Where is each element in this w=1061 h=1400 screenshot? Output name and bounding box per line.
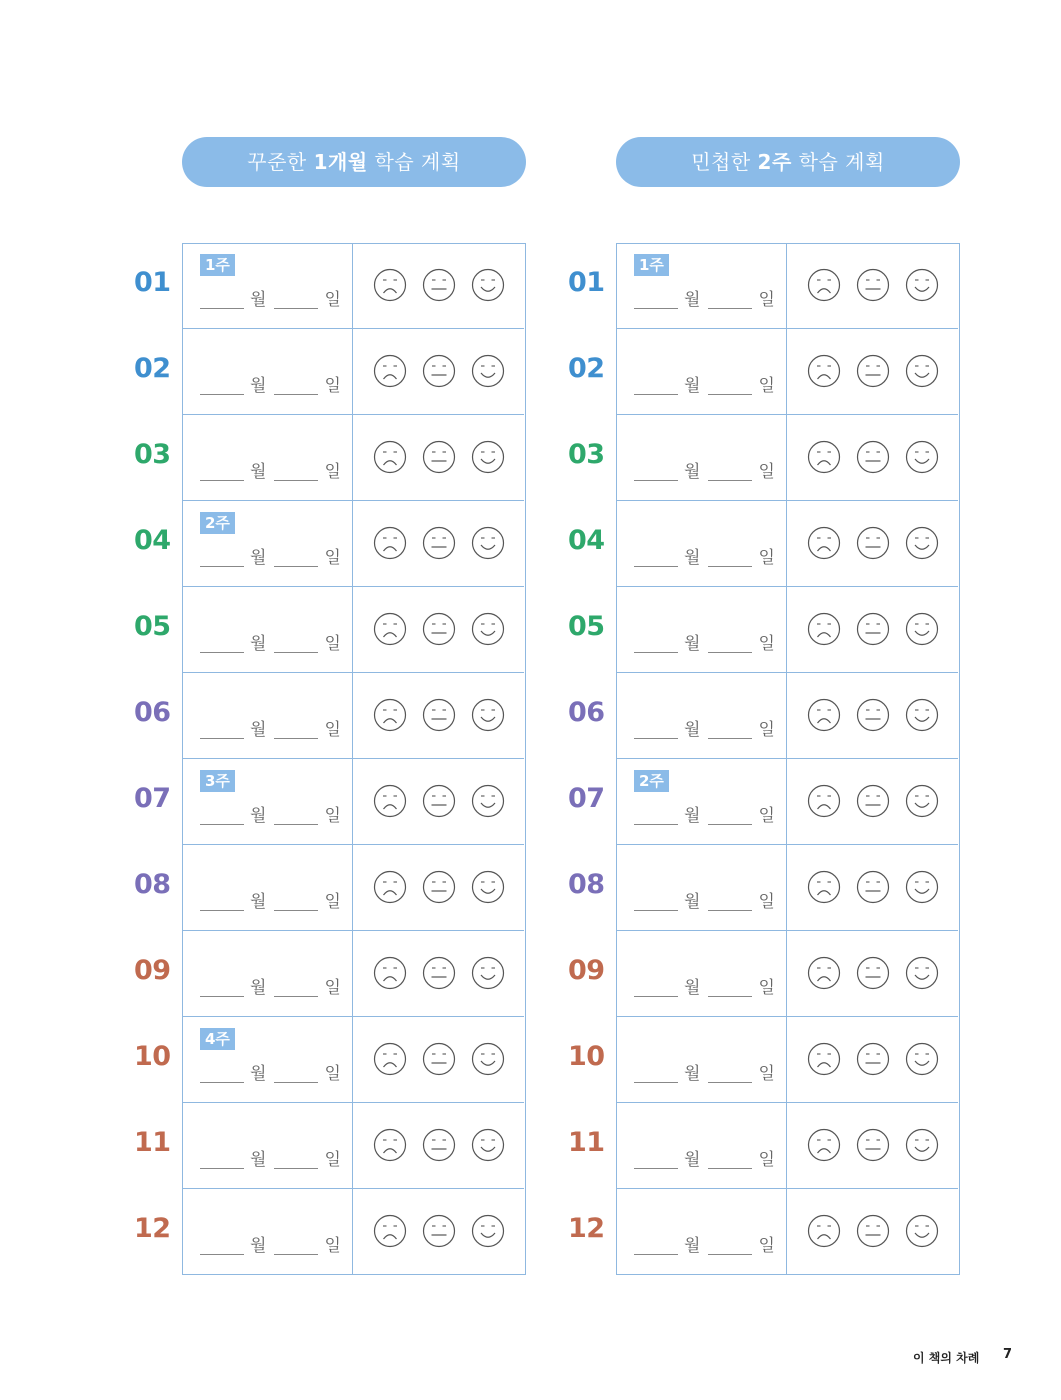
- self-check-cell: [787, 243, 958, 329]
- sad-face-icon[interactable]: [373, 956, 407, 990]
- day-blank[interactable]: [274, 1150, 318, 1169]
- month-blank[interactable]: [200, 1064, 244, 1083]
- self-check-cell: [787, 845, 958, 931]
- neutral-face-icon[interactable]: [856, 354, 890, 388]
- plan-row: [134, 243, 526, 329]
- smile-face-icon[interactable]: [471, 268, 505, 302]
- self-check-cell: [353, 329, 524, 415]
- plan-row: [568, 329, 960, 415]
- month-blank[interactable]: [200, 634, 244, 653]
- plan-row: [134, 1017, 526, 1103]
- day-number: 04: [134, 525, 171, 556]
- day-unit: 일: [324, 720, 341, 740]
- page-number: 7: [1003, 1347, 1013, 1362]
- neutral-face-icon[interactable]: [856, 526, 890, 560]
- date-cell[interactable]: [616, 415, 787, 501]
- self-check-cell: [787, 1189, 958, 1275]
- day-unit: 일: [324, 978, 341, 998]
- day-unit: 일: [324, 376, 341, 396]
- plan-row: [568, 587, 960, 673]
- date-cell[interactable]: [616, 587, 787, 673]
- date-fill-line: [634, 285, 783, 310]
- month-blank[interactable]: [634, 290, 678, 309]
- sad-face-icon[interactable]: [373, 870, 407, 904]
- month-blank[interactable]: [634, 1236, 678, 1255]
- date-cell[interactable]: [182, 845, 353, 931]
- sad-face-icon[interactable]: [373, 698, 407, 732]
- date-cell[interactable]: [616, 759, 787, 845]
- date-cell[interactable]: [616, 1103, 787, 1189]
- self-check-cell: [787, 329, 958, 415]
- date-fill-line: [634, 1059, 783, 1084]
- week-badge: 4주: [200, 1028, 235, 1050]
- month-unit: 월: [250, 462, 267, 482]
- neutral-face-icon[interactable]: [422, 612, 456, 646]
- day-unit: 일: [758, 720, 775, 740]
- date-fill-line: [200, 1059, 349, 1084]
- date-fill-line: [634, 1145, 783, 1170]
- day-number: 06: [134, 697, 171, 728]
- sad-face-icon[interactable]: [807, 1128, 841, 1162]
- month-unit: 월: [684, 806, 701, 826]
- sad-face-icon[interactable]: [373, 354, 407, 388]
- date-cell[interactable]: [182, 673, 353, 759]
- self-check-cell: [787, 587, 958, 673]
- date-fill-line: [634, 457, 783, 482]
- week-badge: 1주: [634, 254, 669, 276]
- self-check-cell: [787, 673, 958, 759]
- plan-row: [134, 673, 526, 759]
- day-blank[interactable]: [708, 1064, 752, 1083]
- day-number: 05: [568, 611, 605, 642]
- month-unit: 월: [250, 1064, 267, 1084]
- month-blank[interactable]: [200, 1150, 244, 1169]
- date-cell[interactable]: [182, 415, 353, 501]
- smile-face-icon[interactable]: [905, 956, 939, 990]
- plan-row: [134, 415, 526, 501]
- day-blank[interactable]: [708, 1236, 752, 1255]
- neutral-face-icon[interactable]: [422, 1214, 456, 1248]
- month-blank[interactable]: [200, 462, 244, 481]
- day-number: 01: [134, 267, 171, 298]
- day-blank[interactable]: [274, 462, 318, 481]
- self-check-cell: [787, 759, 958, 845]
- date-fill-line: [634, 371, 783, 396]
- month-unit: 월: [684, 1236, 701, 1256]
- day-blank[interactable]: [274, 634, 318, 653]
- day-unit: 일: [758, 1150, 775, 1170]
- smile-face-icon[interactable]: [905, 354, 939, 388]
- smile-face-icon[interactable]: [471, 1042, 505, 1076]
- day-unit: 일: [758, 978, 775, 998]
- month-unit: 월: [250, 376, 267, 396]
- month-unit: 월: [250, 806, 267, 826]
- footer-section-title: 이 책의 차례: [913, 1351, 980, 1365]
- day-blank[interactable]: [274, 1236, 318, 1255]
- self-check-cell: [787, 415, 958, 501]
- month-blank[interactable]: [634, 548, 678, 567]
- date-cell[interactable]: [182, 501, 353, 587]
- month-unit: 월: [684, 634, 701, 654]
- month-unit: 월: [250, 290, 267, 310]
- date-fill-line: [634, 629, 783, 654]
- day-number: 01: [568, 267, 605, 298]
- plan-row: [134, 759, 526, 845]
- plan-row: [568, 501, 960, 587]
- smile-face-icon[interactable]: [905, 526, 939, 560]
- month-unit: 월: [684, 1150, 701, 1170]
- month-unit: 월: [250, 892, 267, 912]
- sad-face-icon[interactable]: [373, 1128, 407, 1162]
- day-unit: 일: [324, 806, 341, 826]
- day-unit: 일: [324, 290, 341, 310]
- neutral-face-icon[interactable]: [856, 440, 890, 474]
- date-fill-line: [634, 543, 783, 568]
- day-number: 03: [134, 439, 171, 470]
- smile-face-icon[interactable]: [905, 698, 939, 732]
- date-fill-line: [200, 887, 349, 912]
- day-number: 12: [568, 1213, 605, 1244]
- sad-face-icon[interactable]: [807, 1042, 841, 1076]
- self-check-cell: [787, 501, 958, 587]
- smile-face-icon[interactable]: [905, 268, 939, 302]
- month-unit: 월: [684, 720, 701, 740]
- smile-face-icon[interactable]: [471, 870, 505, 904]
- date-fill-line: [634, 1231, 783, 1256]
- month-blank[interactable]: [200, 376, 244, 395]
- day-unit: 일: [324, 1236, 341, 1256]
- date-cell[interactable]: [182, 1189, 353, 1275]
- date-fill-line: [634, 973, 783, 998]
- day-blank[interactable]: [708, 548, 752, 567]
- date-cell[interactable]: [616, 1017, 787, 1103]
- day-number: 03: [568, 439, 605, 470]
- month-unit: 월: [684, 1064, 701, 1084]
- day-blank[interactable]: [274, 806, 318, 825]
- month-blank[interactable]: [200, 892, 244, 911]
- day-number: 08: [568, 869, 605, 900]
- self-check-cell: [787, 931, 958, 1017]
- week-badge: 1주: [200, 254, 235, 276]
- day-number: 02: [134, 353, 171, 384]
- sad-face-icon[interactable]: [373, 440, 407, 474]
- day-unit: 일: [758, 290, 775, 310]
- sad-face-icon[interactable]: [807, 440, 841, 474]
- self-check-cell: [353, 415, 524, 501]
- plan-row: [134, 501, 526, 587]
- day-unit: 일: [324, 1064, 341, 1084]
- date-cell[interactable]: [616, 501, 787, 587]
- day-number: 06: [568, 697, 605, 728]
- date-cell[interactable]: [182, 759, 353, 845]
- day-blank[interactable]: [274, 290, 318, 309]
- smile-face-icon[interactable]: [905, 440, 939, 474]
- smile-face-icon[interactable]: [905, 1214, 939, 1248]
- plan-row: [134, 329, 526, 415]
- neutral-face-icon[interactable]: [856, 698, 890, 732]
- self-check-cell: [353, 845, 524, 931]
- date-fill-line: [200, 1145, 349, 1170]
- neutral-face-icon[interactable]: [422, 870, 456, 904]
- self-check-cell: [353, 501, 524, 587]
- month-blank[interactable]: [634, 462, 678, 481]
- neutral-face-icon[interactable]: [856, 1214, 890, 1248]
- self-check-cell: [353, 587, 524, 673]
- month-unit: 월: [250, 548, 267, 568]
- neutral-face-icon[interactable]: [856, 870, 890, 904]
- day-blank[interactable]: [274, 548, 318, 567]
- month-unit: 월: [684, 892, 701, 912]
- date-cell[interactable]: [616, 931, 787, 1017]
- day-unit: 일: [758, 634, 775, 654]
- day-number: 09: [134, 955, 171, 986]
- day-number: 10: [568, 1041, 605, 1072]
- month-blank[interactable]: [634, 634, 678, 653]
- smile-face-icon[interactable]: [471, 1214, 505, 1248]
- day-blank[interactable]: [274, 978, 318, 997]
- month-unit: 월: [684, 290, 701, 310]
- day-number: 02: [568, 353, 605, 384]
- month-blank[interactable]: [634, 1150, 678, 1169]
- day-number: 07: [134, 783, 171, 814]
- day-blank[interactable]: [708, 978, 752, 997]
- date-fill-line: [200, 371, 349, 396]
- date-cell[interactable]: [182, 1103, 353, 1189]
- smile-face-icon[interactable]: [471, 612, 505, 646]
- week-badge: 2주: [200, 512, 235, 534]
- date-fill-line: [200, 543, 349, 568]
- date-fill-line: [200, 715, 349, 740]
- sad-face-icon[interactable]: [807, 1214, 841, 1248]
- date-cell[interactable]: [182, 587, 353, 673]
- neutral-face-icon[interactable]: [856, 268, 890, 302]
- date-fill-line: [200, 285, 349, 310]
- day-unit: 일: [324, 1150, 341, 1170]
- smile-face-icon[interactable]: [471, 784, 505, 818]
- smile-face-icon[interactable]: [471, 354, 505, 388]
- neutral-face-icon[interactable]: [856, 1042, 890, 1076]
- date-fill-line: [634, 715, 783, 740]
- plan-row: [134, 931, 526, 1017]
- day-number: 04: [568, 525, 605, 556]
- monthly-plan-header: 꾸준한 1개월 학습 계획: [182, 137, 526, 187]
- date-cell[interactable]: [182, 1017, 353, 1103]
- self-check-cell: [787, 1017, 958, 1103]
- plan-row: [568, 673, 960, 759]
- day-unit: 일: [758, 548, 775, 568]
- date-cell[interactable]: [182, 329, 353, 415]
- day-blank[interactable]: [708, 462, 752, 481]
- sad-face-icon[interactable]: [807, 612, 841, 646]
- plan-row: [568, 1103, 960, 1189]
- plan-row: [134, 587, 526, 673]
- date-fill-line: [200, 629, 349, 654]
- month-blank[interactable]: [634, 720, 678, 739]
- day-unit: 일: [758, 462, 775, 482]
- smile-face-icon[interactable]: [905, 612, 939, 646]
- day-unit: 일: [324, 634, 341, 654]
- plan-row: [568, 845, 960, 931]
- neutral-face-icon[interactable]: [856, 612, 890, 646]
- self-check-cell: [353, 1189, 524, 1275]
- neutral-face-icon[interactable]: [856, 956, 890, 990]
- smile-face-icon[interactable]: [905, 1128, 939, 1162]
- sad-face-icon[interactable]: [373, 268, 407, 302]
- day-unit: 일: [758, 1236, 775, 1256]
- day-blank[interactable]: [708, 892, 752, 911]
- date-fill-line: [200, 801, 349, 826]
- neutral-face-icon[interactable]: [422, 698, 456, 732]
- self-check-cell: [353, 243, 524, 329]
- neutral-face-icon[interactable]: [422, 354, 456, 388]
- sad-face-icon[interactable]: [373, 784, 407, 818]
- month-blank[interactable]: [200, 548, 244, 567]
- plan-row: [134, 1189, 526, 1275]
- month-blank[interactable]: [200, 978, 244, 997]
- day-blank[interactable]: [708, 290, 752, 309]
- date-cell[interactable]: [182, 243, 353, 329]
- neutral-face-icon[interactable]: [856, 784, 890, 818]
- plan-row: [134, 1103, 526, 1189]
- plan-row: [568, 243, 960, 329]
- sad-face-icon[interactable]: [807, 268, 841, 302]
- month-blank[interactable]: [200, 720, 244, 739]
- date-cell[interactable]: [616, 243, 787, 329]
- plan-row: [568, 415, 960, 501]
- month-blank[interactable]: [200, 806, 244, 825]
- day-number: 11: [134, 1127, 171, 1158]
- day-blank[interactable]: [274, 376, 318, 395]
- date-fill-line: [634, 887, 783, 912]
- two-week-plan-header: 민첩한 2주 학습 계획: [616, 137, 960, 187]
- month-unit: 월: [250, 634, 267, 654]
- self-check-cell: [353, 1017, 524, 1103]
- neutral-face-icon[interactable]: [856, 1128, 890, 1162]
- self-check-cell: [353, 1103, 524, 1189]
- date-cell[interactable]: [616, 845, 787, 931]
- smile-face-icon[interactable]: [471, 440, 505, 474]
- plan-row: [568, 1017, 960, 1103]
- neutral-face-icon[interactable]: [422, 784, 456, 818]
- date-cell[interactable]: [616, 1189, 787, 1275]
- day-number: 12: [134, 1213, 171, 1244]
- day-blank[interactable]: [708, 1150, 752, 1169]
- month-blank[interactable]: [200, 290, 244, 309]
- day-number: 09: [568, 955, 605, 986]
- month-blank[interactable]: [634, 892, 678, 911]
- day-number: 11: [568, 1127, 605, 1158]
- date-fill-line: [634, 801, 783, 826]
- month-unit: 월: [250, 978, 267, 998]
- day-blank[interactable]: [708, 376, 752, 395]
- month-unit: 월: [250, 720, 267, 740]
- day-number: 10: [134, 1041, 171, 1072]
- day-unit: 일: [758, 892, 775, 912]
- month-blank[interactable]: [634, 376, 678, 395]
- neutral-face-icon[interactable]: [422, 956, 456, 990]
- day-blank[interactable]: [274, 720, 318, 739]
- sad-face-icon[interactable]: [373, 612, 407, 646]
- date-cell[interactable]: [182, 931, 353, 1017]
- month-unit: 월: [684, 462, 701, 482]
- plan-row: [568, 931, 960, 1017]
- day-unit: 일: [758, 376, 775, 396]
- day-blank[interactable]: [274, 1064, 318, 1083]
- neutral-face-icon[interactable]: [422, 1128, 456, 1162]
- day-number: 05: [134, 611, 171, 642]
- smile-face-icon[interactable]: [471, 698, 505, 732]
- day-number: 08: [134, 869, 171, 900]
- sad-face-icon[interactable]: [807, 956, 841, 990]
- self-check-cell: [353, 673, 524, 759]
- neutral-face-icon[interactable]: [422, 440, 456, 474]
- sad-face-icon[interactable]: [807, 354, 841, 388]
- smile-face-icon[interactable]: [471, 1128, 505, 1162]
- plan-row: [134, 845, 526, 931]
- month-blank[interactable]: [634, 1064, 678, 1083]
- day-unit: 일: [758, 806, 775, 826]
- sad-face-icon[interactable]: [807, 526, 841, 560]
- smile-face-icon[interactable]: [471, 526, 505, 560]
- sad-face-icon[interactable]: [373, 526, 407, 560]
- month-unit: 월: [684, 978, 701, 998]
- day-blank[interactable]: [708, 720, 752, 739]
- date-cell[interactable]: [616, 329, 787, 415]
- self-check-cell: [353, 931, 524, 1017]
- month-unit: 월: [684, 548, 701, 568]
- day-unit: 일: [758, 1064, 775, 1084]
- month-unit: 월: [250, 1150, 267, 1170]
- sad-face-icon[interactable]: [807, 784, 841, 818]
- month-blank[interactable]: [200, 1236, 244, 1255]
- sad-face-icon[interactable]: [807, 698, 841, 732]
- week-badge: 3주: [200, 770, 235, 792]
- date-fill-line: [200, 457, 349, 482]
- plan-row: [568, 1189, 960, 1275]
- smile-face-icon[interactable]: [471, 956, 505, 990]
- day-unit: 일: [324, 548, 341, 568]
- smile-face-icon[interactable]: [905, 870, 939, 904]
- date-fill-line: [200, 973, 349, 998]
- month-unit: 월: [250, 1236, 267, 1256]
- month-blank[interactable]: [634, 806, 678, 825]
- month-unit: 월: [684, 376, 701, 396]
- self-check-cell: [353, 759, 524, 845]
- plan-row: [568, 759, 960, 845]
- date-fill-line: [200, 1231, 349, 1256]
- date-cell[interactable]: [616, 673, 787, 759]
- day-blank[interactable]: [708, 634, 752, 653]
- day-blank[interactable]: [708, 806, 752, 825]
- day-number: 07: [568, 783, 605, 814]
- smile-face-icon[interactable]: [905, 1042, 939, 1076]
- day-unit: 일: [324, 462, 341, 482]
- day-unit: 일: [324, 892, 341, 912]
- sad-face-icon[interactable]: [373, 1042, 407, 1076]
- neutral-face-icon[interactable]: [422, 268, 456, 302]
- neutral-face-icon[interactable]: [422, 1042, 456, 1076]
- self-check-cell: [787, 1103, 958, 1189]
- week-badge: 2주: [634, 770, 669, 792]
- month-blank[interactable]: [634, 978, 678, 997]
- sad-face-icon[interactable]: [373, 1214, 407, 1248]
- neutral-face-icon[interactable]: [422, 526, 456, 560]
- smile-face-icon[interactable]: [905, 784, 939, 818]
- day-blank[interactable]: [274, 892, 318, 911]
- sad-face-icon[interactable]: [807, 870, 841, 904]
